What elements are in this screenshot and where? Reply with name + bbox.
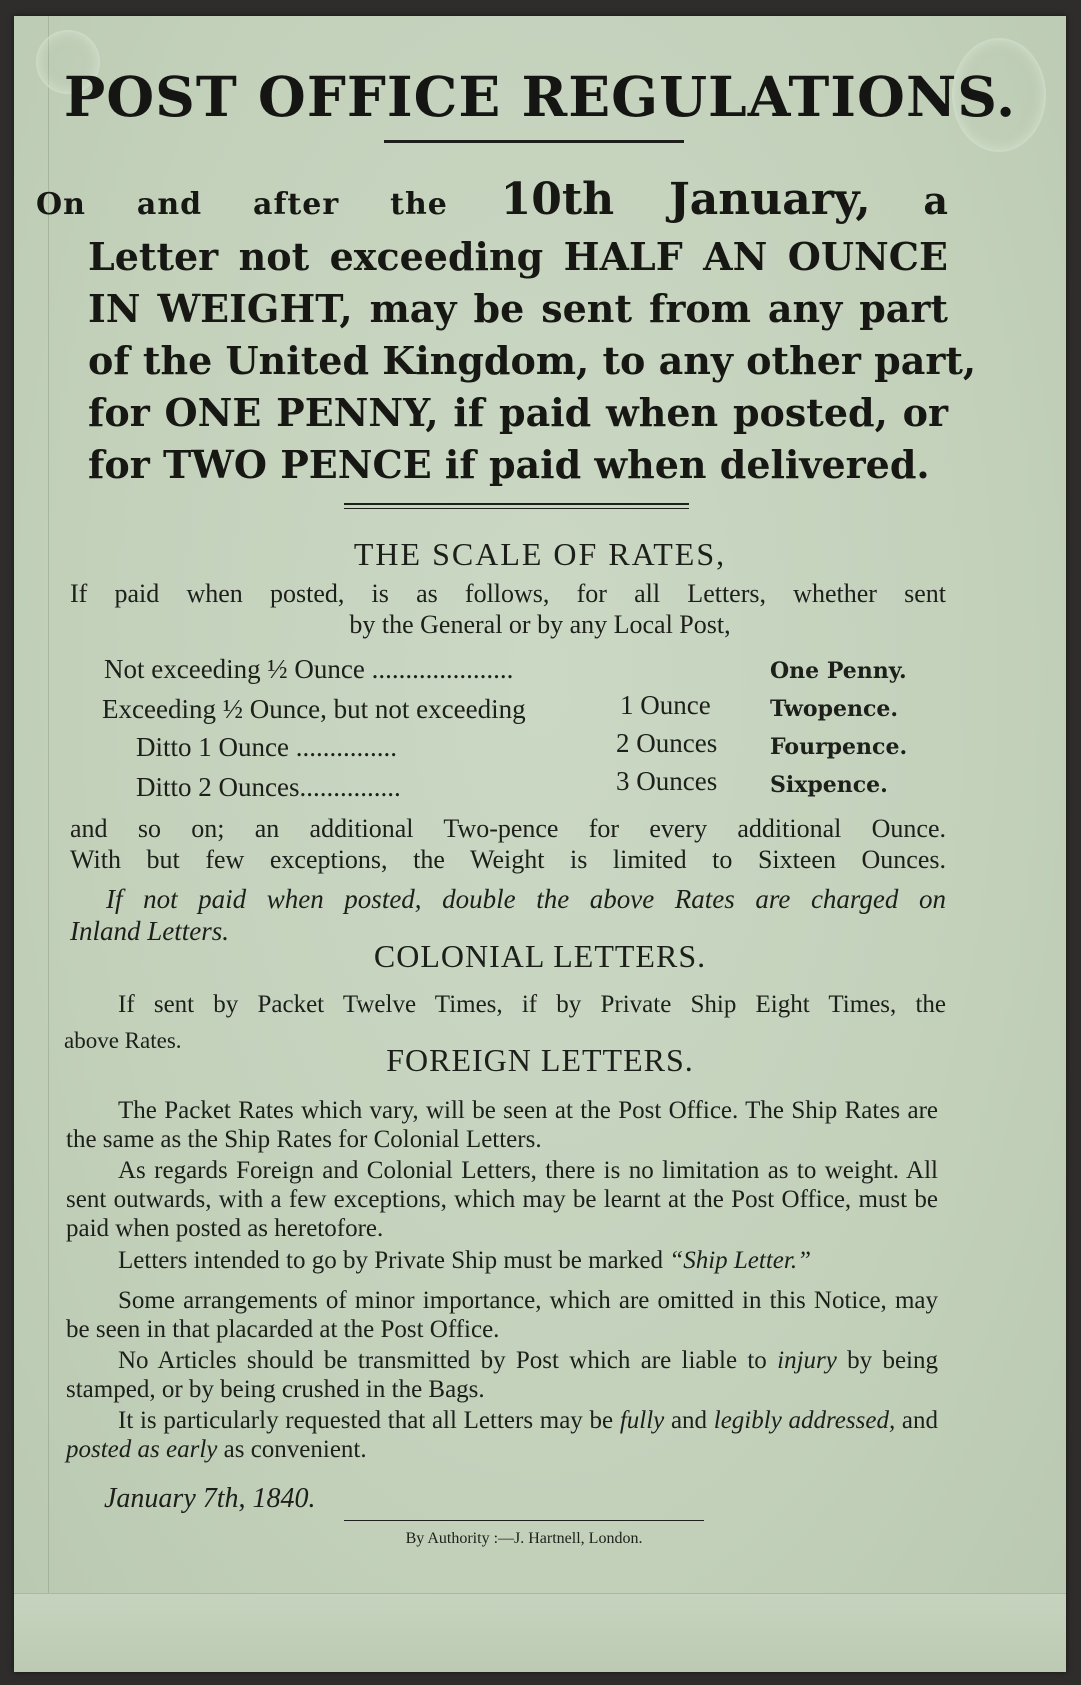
- intro-line: Letter not exceeding HALF AN OUNCE: [88, 234, 948, 279]
- foreign-paragraph: No Articles should be transmitted by Post which are liable to injury by being stamped, or by being crushed in the Bags.: [66, 1347, 939, 1403]
- foreign-paragraph: As regards Foreign and Colonial Letters, there is no limitation as to weight. All sent outwards, with a few exceptions, which may be learnt at the Post Office, must be paid when posted as heretofore.: [66, 1157, 938, 1242]
- rate-value: Twopence.: [770, 696, 898, 722]
- foreign-paragraph: The Packet Rates which vary, will be seen at the Post Office. The Ship Rates are the same as the Ship Rates for Colonial Letters.: [66, 1097, 938, 1153]
- colonial-text: If sent by Packet Twelve Times, if by Private Ship Eight Times, the: [118, 991, 946, 1018]
- unpaid-note: If not paid when posted, double the above Rates are charged on: [106, 884, 946, 914]
- printer-authority: By Authority :—J. Hartnell, London.: [405, 1530, 643, 1547]
- notice-sheet: [14, 16, 1066, 1672]
- rate-limit: 3 Ounces: [616, 766, 718, 796]
- scale-note: and so on; an additional Two-pence for every additional Ounce.: [70, 814, 946, 843]
- section-rule: [344, 503, 689, 509]
- footer-rule: [344, 1520, 704, 1521]
- notice-title: POST OFFICE REGULATIONS.: [63, 64, 1017, 129]
- foreign-paragraph: It is particularly requested that all Letters may be fully and legibly addressed, and posted as early as convenient.: [66, 1407, 939, 1463]
- intro-line: IN WEIGHT, may be sent from any part: [88, 286, 948, 331]
- rate-limit: 1 Ounce: [620, 690, 711, 720]
- paper-bottom-strip: [14, 1593, 1066, 1672]
- colonial-heading: COLONIAL LETTERS.: [373, 938, 707, 974]
- colonial-text: above Rates.: [64, 1028, 182, 1053]
- notice-date: January 7th, 1840.: [104, 1483, 316, 1514]
- intro-line: for ONE PENNY, if paid when posted, or: [88, 390, 948, 435]
- intro-line: of the United Kingdom, to any other part,: [88, 338, 977, 383]
- rate-value: Fourpence.: [770, 734, 908, 760]
- scale-lead: If paid when posted, is as follows, for all Letters, whether sent: [70, 579, 946, 608]
- foreign-paragraph: Some arrangements of minor importance, which are omitted in this Notice, may be seen in that placarded at the Post Office.: [66, 1287, 938, 1343]
- intro-paragraph: [36, 174, 977, 491]
- rate-desc: Ditto 1 Ounce ...............: [136, 732, 397, 762]
- rate-desc: Exceeding ½ Ounce, but not exceeding: [102, 694, 526, 724]
- rate-value: Sixpence.: [770, 772, 888, 798]
- foreign-paragraph: Letters intended to go by Private Ship must be marked “Ship Letter.”: [118, 1247, 811, 1274]
- unpaid-note: Inland Letters.: [70, 916, 229, 946]
- intro-line: On and after the 10th January, a: [36, 174, 948, 225]
- rate-desc: Not exceeding ½ Ounce .....................: [104, 654, 514, 684]
- rate-desc: Ditto 2 Ounces...............: [136, 772, 401, 802]
- scale-lead: by the General or by any Local Post,: [349, 610, 731, 639]
- foreign-heading: FOREIGN LETTERS.: [386, 1042, 694, 1078]
- scale-heading: THE SCALE OF RATES,: [353, 536, 727, 572]
- rate-value: One Penny.: [770, 658, 907, 684]
- rate-limit: 2 Ounces: [616, 728, 718, 758]
- intro-line: for TWO PENCE if paid when delivered.: [88, 442, 930, 487]
- title-rule: [384, 140, 684, 143]
- weight-limit-note: With but few exceptions, the Weight is limited to Sixteen Ounces.: [70, 845, 946, 874]
- intro-date: 10th January,: [500, 174, 871, 225]
